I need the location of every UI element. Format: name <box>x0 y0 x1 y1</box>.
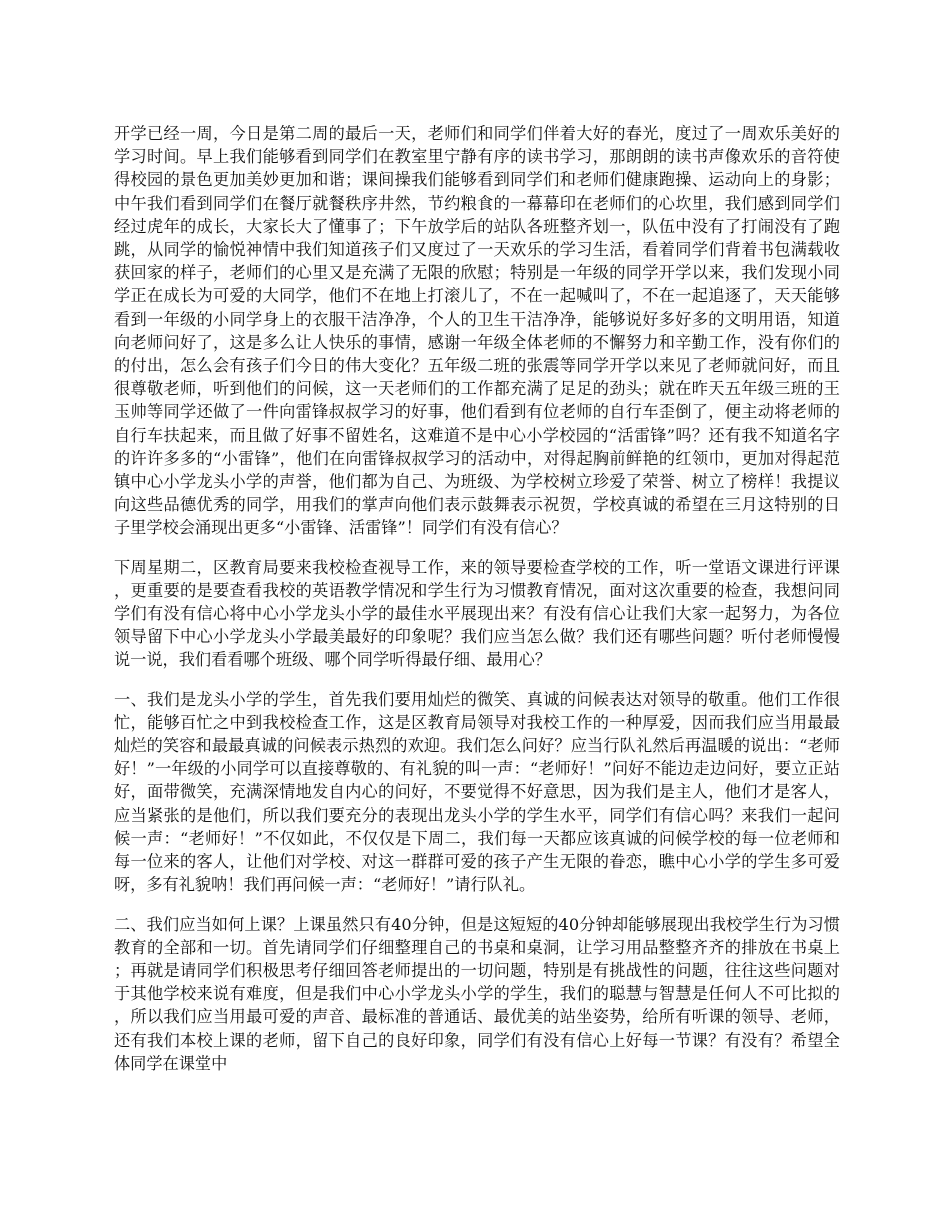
document-body <box>114 122 840 1091</box>
paragraph-opening-week: 开学已经一周，今日是第二周的最后一天，老师们和同学们伴着大好的春光，度过了一周欢乐美好的学习时间。早上我们能够看到同学们在教室里宁静有序的读书学习，那朗朗的读书声像欢乐的音符使得校园的景色更加美妙更加和谐；课间操我们能够看到同学们和老师们健康跑操、运动向上的身影；中午我们看到同学们在餐厅就餐秩序井然，节约粮食的一幕幕印在老师们的心坎里，我们感到同学们经过虎年的成长，大家长大了懂事了；下午放学后的站队各班整齐划一，队伍中没有了打闹没有了跑跳，从同学的愉悦神情中我们知道孩子们又度过了一天欢乐的学习生活，看着同学们背着书包满载收获回家的样子，老师们的心里又是充满了无限的欣慰；特别是一年级的同学开学以来，我们发现小同学正在成长为可爱的大同学，他们不在地上打滚儿了，不在一起喊叫了，不在一起追逐了，天天能够看到一年级的小同学身上的衣服干洁净净，个人的卫生干洁净净，能够说好多好多的文明用语，知道向老师问好了，这是多么让人快乐的事情，感谢一年级全体老师的不懈努力和辛勤工作，没有你们的的付出，怎么会有孩子们今日的伟大变化？五年级二班的张震等同学开学以来见了老师就问好，而且很尊敬老师，听到他们的问候，这一天老师们的工作都充满了足足的劲头；就在昨天五年级三班的王玉帅等同学还做了一件向雷锋叔叔学习的好事，他们看到有位老师的自行车歪倒了，便主动将老师的自行车扶起来，而且做了好事不留姓名，这难道不是中心小学校园的“活雷锋”吗？还有我不知道名字的许许多多的“小雷锋”，他们在向雷锋叔叔学习的活动中，对得起胸前鲜艳的红领巾，更加对得起范镇中心小学龙头小学的声誉，他们都为自己、为班级、为学校树立珍爱了荣誉、树立了榜样！我提议向这些品德优秀的同学，用我们的掌声向他们表示鼓舞表示祝贺，学校真诚的希望在三月这特别的日子里学校会涌现出更多“小雷锋、活雷锋”！同学们有没有信心？ <box>114 124 840 538</box>
paragraph-point-two-classroom: 二、我们应当如何上课？上课虽然只有40分钟，但是这短短的40分钟却能够展现出我校学生行为习惯教育的全部和一切。首先请同学们仔细整理自己的书桌和桌洞，让学习用品整整齐齐的排放在书桌上；再就是请同学们积极思考仔细回答老师提出的一切问题，特别是有挑战性的问题，往往这些问题对于其他学校来说有难度，但是我们中心小学龙头小学的学生，我们的聪慧与智慧是任何人不可比拟的，所以我们应当用最可爱的声音、最标准的普通话、最优美的站坐姿势，给所有听课的领导、老师，还有我们本校上课的老师，留下自己的良好印象，同学们有没有信心上好每一节课？有没有？希望全体同学在课堂中 <box>114 914 840 1073</box>
paragraph-point-one-greeting: 一、我们是龙头小学的学生，首先我们要用灿烂的微笑、真诚的问候表达对领导的敬重。他们工作很忙，能够百忙之中到我校检查工作，这是区教育局领导对我校工作的一种厚爱，因而我们应当用最最灿烂的笑容和最最真诚的问候表示热烈的欢迎。我们怎么问好？应当行队礼然后再温暖的说出：“老师好！”一年级的小同学可以直接尊敬的、有礼貌的叫一声：“老师好！”问好不能边走边问好，要立正站好，面带微笑，充满深情地发自内心的问好，不要觉得不好意思，因为我们是主人，他们才是客人，应当紧张的是他们，所以我们要充分的表现出龙头小学的学生水平，同学们有信心吗？来我们一起问候一声：“老师好！”不仅如此，不仅仅是下周二，我们每一天都应该真诚的问候学校的每一位老师和每一位来的客人，让他们对学校、对这一群群可爱的孩子产生无限的眷恋，瞧中心小学的学生多可爱呀，多有礼貌呐！我们再问候一声：“老师好！”请行队礼。 <box>114 689 840 895</box>
paragraph-inspection-notice: 下周星期二，区教育局要来我校检查视导工作，来的领导要检查学校的工作，听一堂语文课进行评课，更重要的是要查看我校的英语教学情况和学生行为习惯教育情况，面对这次重要的检查，我想问同学们有没有信心将中心小学龙头小学的最佳水平展现出来？有没有信心让我们大家一起努力，为各位领导留下中心小学龙头小学最美最好的印象呢？我们应当怎么做？我们还有哪些问题？听付老师慢慢说一说，我们看看哪个班级、哪个同学听得最仔细、最用心？ <box>114 557 840 670</box>
